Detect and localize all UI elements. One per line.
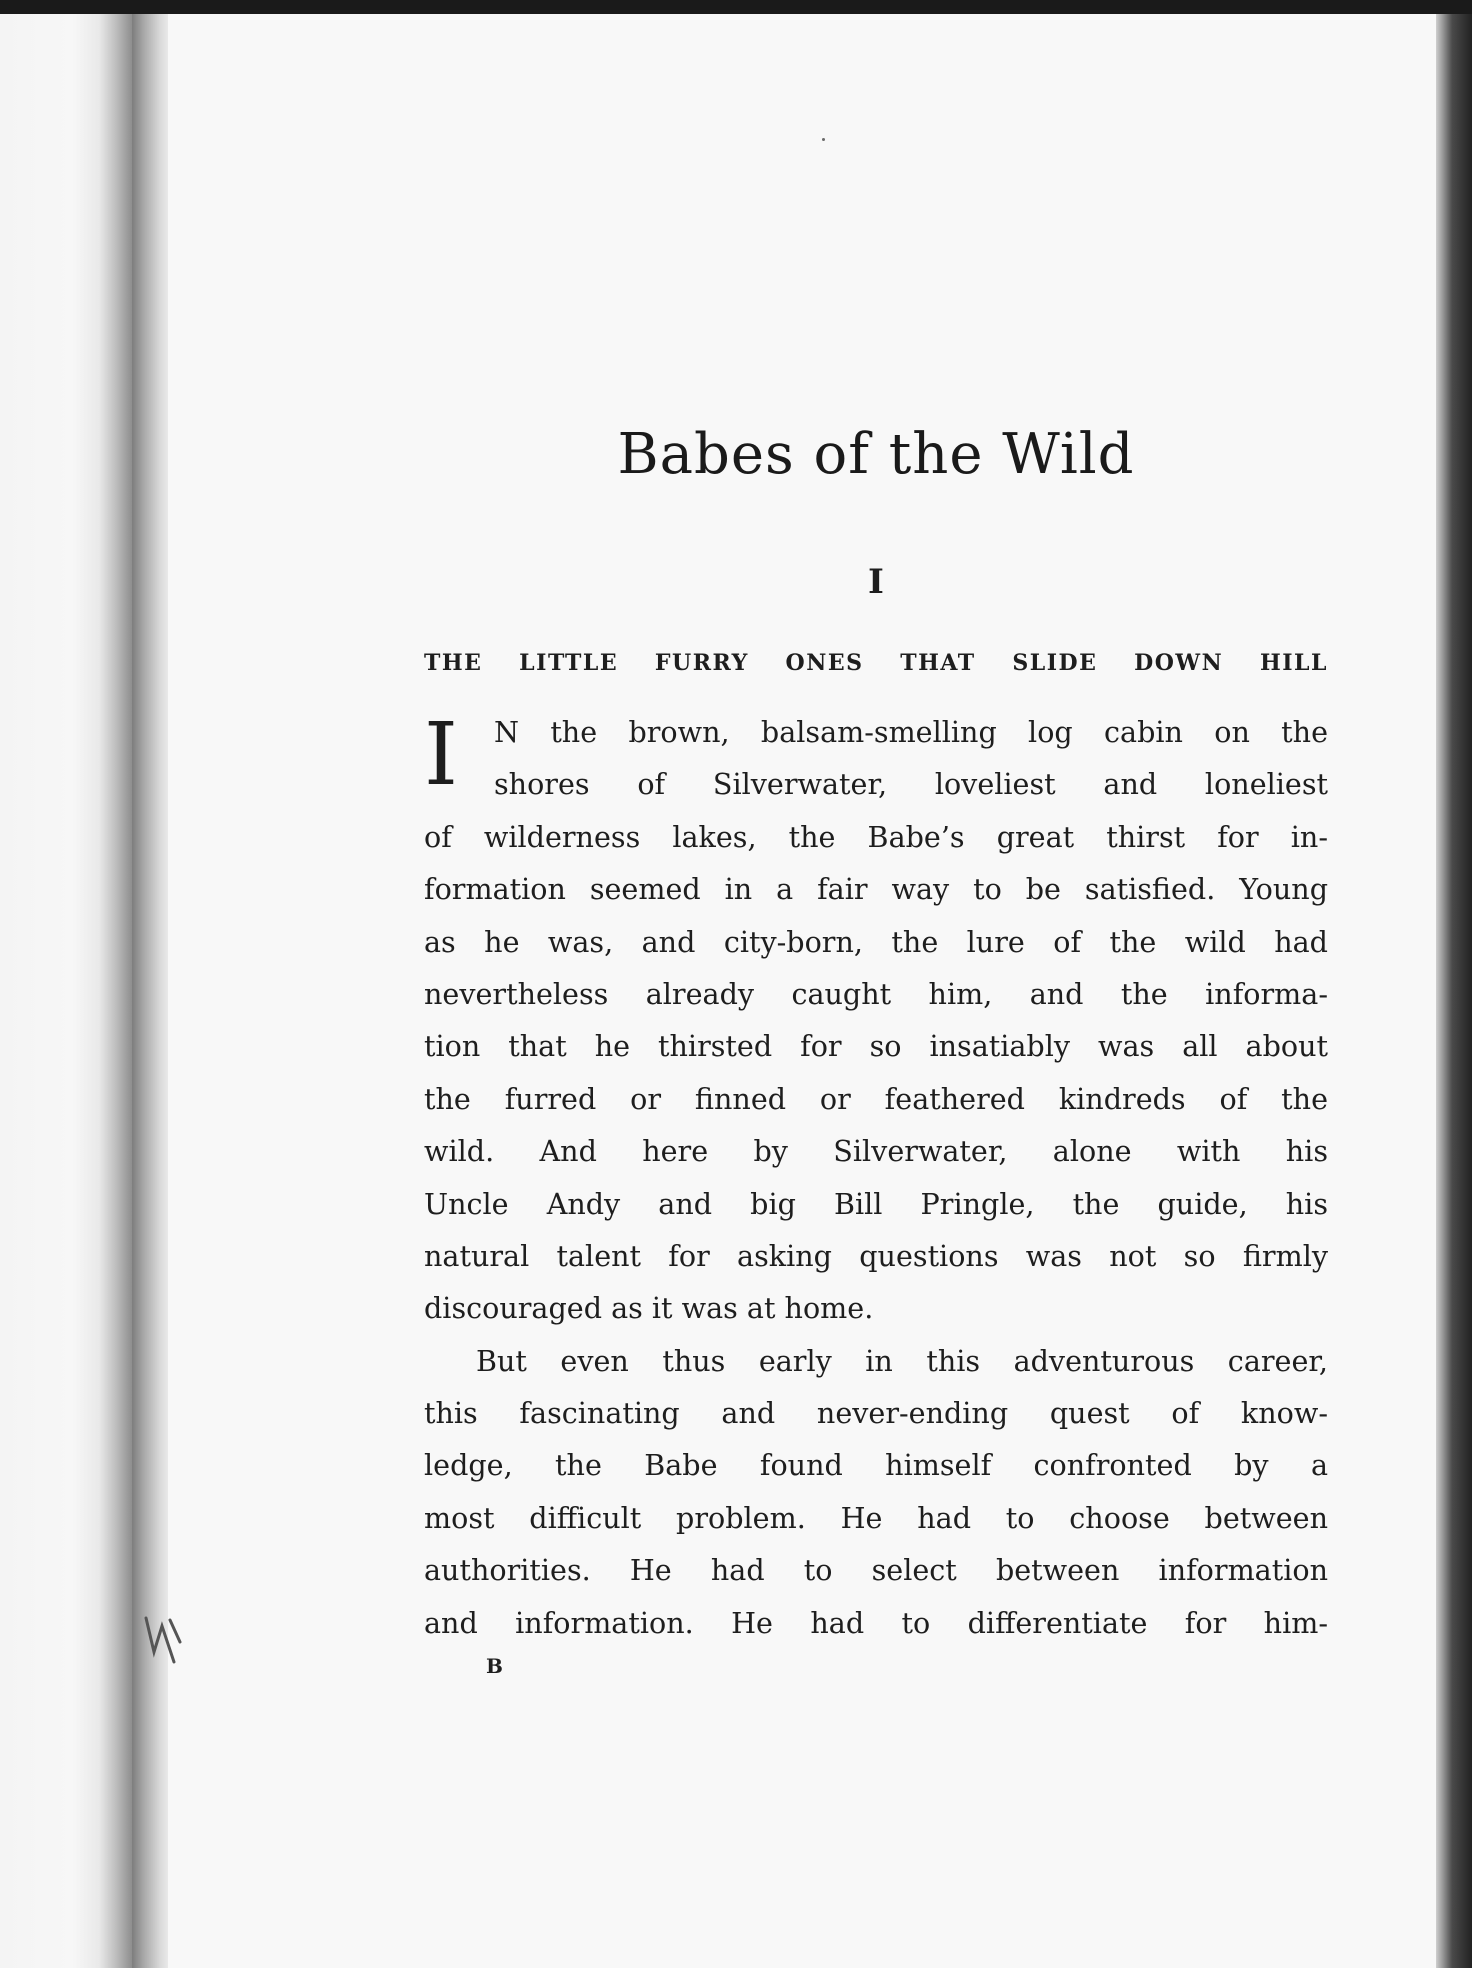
text-line: authorities. He had to select between information bbox=[424, 1553, 1328, 1588]
text-line: the furred or finned or feathered kindreds of the bbox=[424, 1081, 1328, 1116]
printer-signature-mark: B bbox=[486, 1654, 503, 1678]
text-line: tion that he thirsted for so insatiably was all about bbox=[424, 1029, 1328, 1064]
book-gutter bbox=[132, 14, 172, 1968]
text-line: ledge, the Babe found himself confronted by a bbox=[424, 1448, 1328, 1483]
dust-speck bbox=[822, 138, 825, 141]
text-line: most difficult problem. He had to choose between bbox=[424, 1500, 1328, 1535]
text-line: formation seemed in a fair way to be satisfied. Young bbox=[424, 872, 1328, 907]
text-line: this fascinating and never-ending quest of know- bbox=[424, 1396, 1328, 1431]
left-facing-page bbox=[0, 14, 132, 1968]
text-line: But even thus early in this adventurous career, bbox=[476, 1343, 1328, 1378]
book-title: Babes of the Wild bbox=[617, 422, 1135, 487]
text-line: N the brown, balsam-smelling log cabin on the bbox=[494, 715, 1328, 749]
text-line: nevertheless already caught him, and the informa- bbox=[424, 976, 1328, 1011]
chapter-numeral: I bbox=[868, 562, 884, 602]
text-line: shores of Silverwater, loveliest and loneliest bbox=[494, 767, 1328, 802]
body-text bbox=[424, 706, 1328, 1649]
text-line: natural talent for asking questions was not so firmly bbox=[424, 1238, 1328, 1273]
text-line: wild. And here by Silverwater, alone with his bbox=[424, 1134, 1328, 1169]
text-line: Uncle Andy and big Bill Pringle, the guide, his bbox=[424, 1186, 1328, 1221]
right-page bbox=[168, 14, 1438, 1968]
text-line: of wilderness lakes, the Babe’s great thirst for in- bbox=[424, 819, 1328, 854]
drop-cap: I bbox=[424, 705, 458, 805]
right-page-edge bbox=[1436, 14, 1472, 1968]
pencil-mark-icon bbox=[140, 1612, 190, 1672]
text-line: discouraged as it was at home. bbox=[424, 1291, 874, 1326]
text-line: as he was, and city-born, the lure of the wild had bbox=[424, 924, 1328, 959]
text-line: and information. He had to differentiate for him- bbox=[424, 1605, 1328, 1640]
chapter-subtitle: THE LITTLE FURRY ONES THAT SLIDE DOWN HILL bbox=[424, 650, 1328, 676]
